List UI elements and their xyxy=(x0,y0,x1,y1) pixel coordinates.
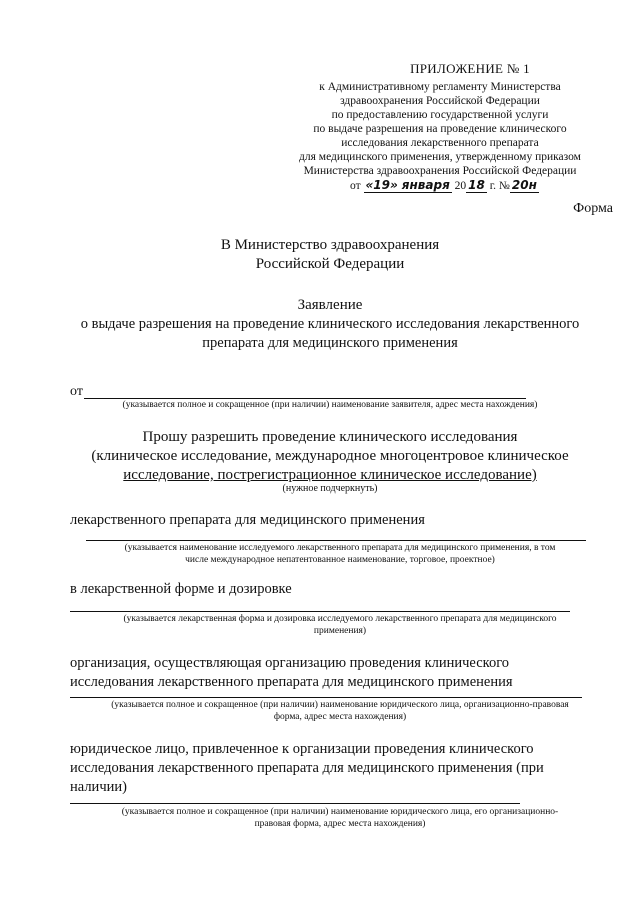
request-line: Прошу разрешить проведение клинического исследования xyxy=(142,429,518,445)
drug-field-line[interactable] xyxy=(86,540,586,541)
request-line: (клиническое исследование, международное многоцентровое клиническое xyxy=(91,448,569,464)
approval-number: 20н xyxy=(511,178,537,192)
legal-entity-field-line[interactable] xyxy=(70,803,520,804)
approval-line xyxy=(350,178,539,192)
appendix-line: к Административному регламенту Министерства xyxy=(319,81,561,93)
approval-day: «19» xyxy=(365,178,398,192)
legal-entity-hint: правовая форма, адрес места нахождения) xyxy=(254,819,426,829)
drug-label: лекарственного препарата для медицинского применения xyxy=(70,512,425,528)
drug-hint: (указывается наименование исследуемого лекарственного препарата для медицинского применения, в том xyxy=(124,543,556,553)
organizer-line: исследования лекарственного препарата для медицинского применения xyxy=(70,674,513,690)
form-label: Форма xyxy=(573,201,613,216)
approval-prefix: от xyxy=(350,180,361,192)
appendix-line: исследования лекарственного препарата xyxy=(341,137,539,149)
appendix-title: ПРИЛОЖЕНИЕ № 1 xyxy=(410,61,530,76)
dosage-hint: (указывается лекарственная форма и дозировка исследуемого лекарственного препарата для медицинского xyxy=(123,614,557,624)
appendix-line: для медицинского применения, утвержденному приказом xyxy=(299,151,581,163)
dosage-hint: применения) xyxy=(313,626,367,636)
legal-entity-line: юридическое лицо, привлеченное к организации проведения клинического xyxy=(70,741,534,757)
organizer-hint: форма, адрес места нахождения) xyxy=(273,712,407,722)
statement-subtitle: препарата для медицинского применения xyxy=(202,335,458,351)
request-line-underlined: исследование, пострегистрационное клиническое исследование) xyxy=(123,467,537,483)
from-label: от xyxy=(70,384,83,399)
legal-entity-line: исследования лекарственного препарата для медицинского применения (при xyxy=(70,760,544,776)
from-hint: (указывается полное и сокращенное (при наличии) наименование заявителя, адрес места нахождения) xyxy=(122,400,538,410)
legal-entity-hint: (указывается полное и сокращенное (при наличии) наименование юридического лица, его организационно- xyxy=(121,807,559,817)
addressee-line: Российской Федерации xyxy=(255,256,405,272)
statement-subtitle: о выдаче разрешения на проведение клинического исследования лекарственного xyxy=(80,316,580,332)
legal-entity-line: наличии) xyxy=(70,779,127,795)
approval-year-suffix: 18 xyxy=(468,178,485,192)
organizer-line: организация, осуществляющая организацию проведения клинического xyxy=(70,655,510,671)
approval-year-unit: г. № xyxy=(489,180,510,192)
organizer-hint: (указывается полное и сокращенное (при наличии) наименование юридического лица, организационно-правовая xyxy=(111,700,569,710)
dosage-label: в лекарственной форме и дозировке xyxy=(70,581,292,597)
approval-month: января xyxy=(401,178,450,192)
addressee-line: В Министерство здравоохранения xyxy=(220,237,440,253)
statement-title: Заявление xyxy=(297,297,363,313)
appendix-line: здравоохранения Российской Федерации xyxy=(340,95,540,107)
drug-hint: числе международное непатентованное наименование, торговое, проектное) xyxy=(185,555,495,565)
appendix-line: по предоставлению государственной услуги xyxy=(331,109,549,121)
appendix-line: по выдаче разрешения на проведение клинического xyxy=(313,123,567,135)
dosage-field-line[interactable] xyxy=(70,611,570,612)
organizer-field-line[interactable] xyxy=(70,697,582,698)
approval-year-prefix: 20 xyxy=(454,180,467,192)
request-hint: (нужное подчеркнуть) xyxy=(282,483,378,494)
appendix-line: Министерства здравоохранения Российской Федерации xyxy=(303,165,577,177)
